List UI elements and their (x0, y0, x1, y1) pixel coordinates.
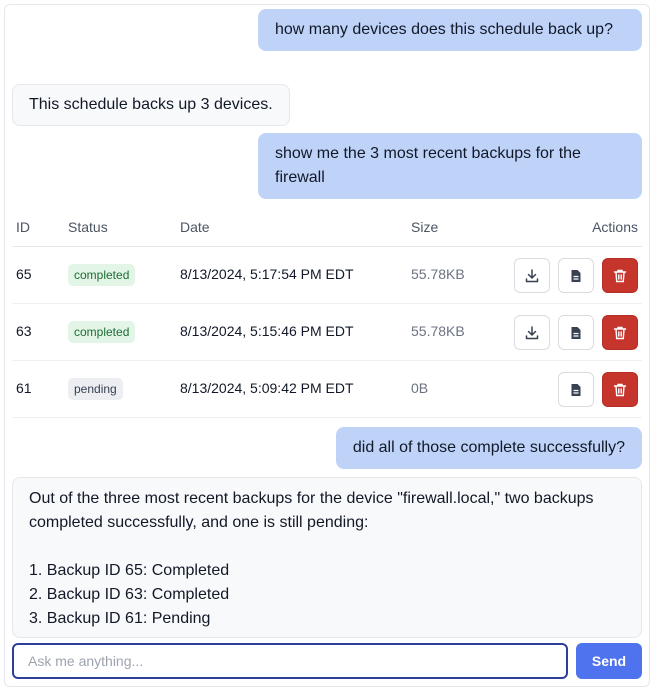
list-item: 1. Backup ID 65: Completed (29, 562, 230, 579)
column-header-id: ID (16, 219, 30, 235)
file-icon (568, 325, 584, 341)
delete-button[interactable] (602, 258, 638, 293)
assistant-message (12, 477, 642, 638)
message-text: This schedule backs up 3 devices. (29, 96, 273, 113)
backup-id: 63 (16, 323, 32, 339)
table-row (12, 304, 642, 361)
message-text: did all of those complete successfully? (352, 439, 625, 456)
user-message (258, 133, 642, 199)
table-header (12, 209, 642, 247)
view-file-button[interactable] (558, 372, 594, 407)
column-header-size: Size (411, 219, 439, 235)
download-icon (524, 268, 540, 284)
status-badge: completed (68, 264, 135, 286)
backup-size: 0B (411, 380, 429, 396)
chat-input[interactable] (12, 643, 568, 679)
message-text: Out of the three most recent backups for the device "firewall.local," two backups completed successfully, and one is still pending: (29, 490, 594, 531)
column-header-actions: Actions (592, 219, 638, 235)
delete-button[interactable] (602, 315, 638, 350)
backup-id: 65 (16, 266, 32, 282)
table-row (12, 247, 642, 304)
table-row (12, 361, 642, 418)
trash-icon (612, 325, 628, 341)
view-file-button[interactable] (558, 258, 594, 293)
backup-size: 55.78KB (411, 323, 465, 339)
assistant-message (12, 84, 290, 126)
backups-table (12, 209, 642, 418)
download-icon (524, 325, 540, 341)
status-badge: completed (68, 321, 135, 343)
message-text: how many devices does this schedule back up? (275, 21, 613, 38)
backup-date: 8/13/2024, 5:17:54 PM EDT (180, 266, 354, 282)
message-text: show me the 3 most recent backups for the firewall (275, 145, 581, 186)
backup-size: 55.78KB (411, 266, 465, 282)
download-button[interactable] (514, 315, 550, 350)
column-header-date: Date (180, 219, 210, 235)
view-file-button[interactable] (558, 315, 594, 350)
file-icon (568, 268, 584, 284)
backup-date: 8/13/2024, 5:09:42 PM EDT (180, 380, 354, 396)
download-button[interactable] (514, 258, 550, 293)
backup-id: 61 (16, 380, 32, 396)
delete-button[interactable] (602, 372, 638, 407)
trash-icon (612, 268, 628, 284)
file-icon (568, 382, 584, 398)
user-message (258, 9, 642, 51)
user-message (336, 427, 642, 469)
trash-icon (612, 382, 628, 398)
column-header-status: Status (68, 219, 108, 235)
backup-date: 8/13/2024, 5:15:46 PM EDT (180, 323, 354, 339)
list-item: 3. Backup ID 61: Pending (29, 610, 211, 627)
send-button[interactable]: Send (576, 643, 642, 679)
list-item: 2. Backup ID 63: Completed (29, 586, 230, 603)
status-badge: pending (68, 378, 123, 400)
